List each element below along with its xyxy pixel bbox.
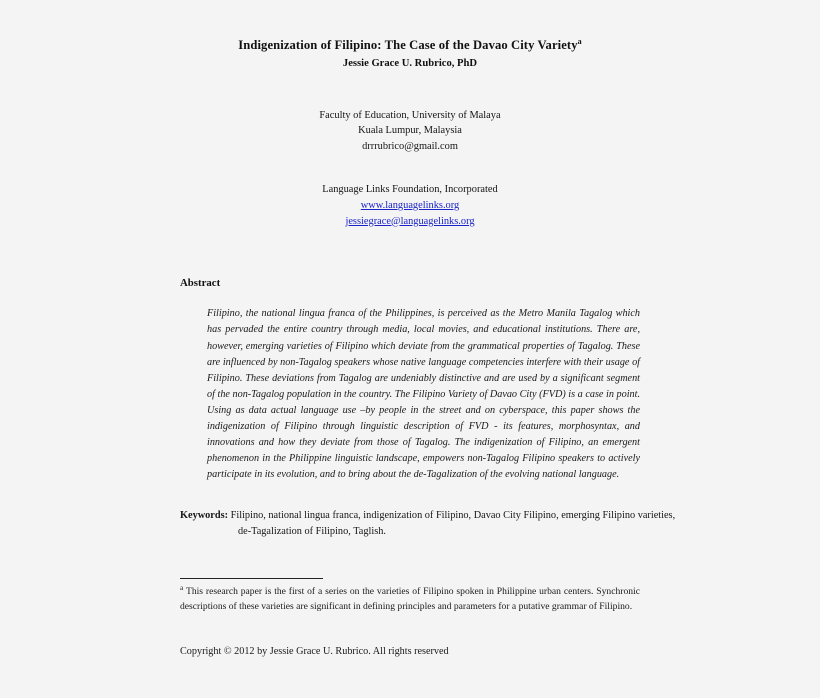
author-name: Jessie Grace U. Rubrico, PhD	[342, 57, 478, 69]
organization-block	[180, 182, 640, 229]
footnote-separator	[180, 578, 323, 579]
affiliation-email: drrrubrico@gmail.com	[362, 141, 458, 153]
affiliation-city: Kuala Lumpur, Malaysia	[358, 125, 462, 137]
organization-website-line	[180, 198, 640, 214]
footnote-marker: a	[180, 582, 184, 592]
copyright-notice: Copyright © 2012 by Jessie Grace U. Rubrico. All rights reserved	[180, 646, 449, 657]
document-content-column	[180, 0, 676, 540]
affiliation-block	[180, 108, 640, 155]
footnote-text: This research paper is the first of a series on the varieties of Filipino spoken in Philippine urban centers. Synchronic descriptions of these varieties are significant in defining principles and parameters for a putative grammar of Filipino.	[180, 586, 640, 612]
paper-title-text: Indigenization of Filipino: The Case of the Davao City Variety	[238, 38, 578, 52]
organization-website-link[interactable]: www.languagelinks.org	[360, 199, 460, 211]
organization-email-link[interactable]: jessiegrace@languagelinks.org	[345, 215, 475, 227]
footnote	[180, 582, 640, 614]
abstract-body: Filipino, the national lingua franca of the Philippines, is perceived as the Metro Manila Tagalog which has pervaded the entire country through media, local movies, and educational institutions. There are, however, emerging varieties of Filipino which deviate from the grammatical properties of Tagalog. These are influenced by non-Tagalog speakers whose native language competencies interfere with their usage of Filipino. These deviations from Tagalog are undeniably distinctive and are used by a significant segment of the non-Tagalog population in the country. The Filipino Variety of Davao City (FVD) is a case in point. Using as data actual language use –by people in the street and on cyberspace, this paper shows the indigenization of Filipino through linguistic description of FVD - its features, morphosyntax, and innovations and how they deviate from those of Tagalog. The indigenization of Filipino, an emergent phenomenon in the Philippine linguistic landscape, empowers non-Tagalog Filipino speakers to actively participate in its evolution, and to bring about the de-Tagalization of the evolving national language.	[207, 308, 640, 481]
keywords-list: Filipino, national lingua franca, indigenization of Filipino, Davao City Filipino, emerging Filipino varieties, de-Tagalization of Filipino, Taglish.	[230, 509, 676, 537]
affiliation-faculty: Faculty of Education, University of Malaya	[319, 109, 501, 121]
keywords-label: Keywords:	[180, 509, 229, 521]
title-footnote-marker: a	[577, 36, 582, 46]
keywords-section	[180, 508, 690, 540]
title-block	[180, 38, 640, 71]
page-title	[180, 38, 640, 54]
organization-email-line	[180, 214, 640, 230]
organization-name: Language Links Foundation, Incorporated	[322, 183, 498, 195]
abstract-heading: Abstract	[180, 277, 221, 290]
